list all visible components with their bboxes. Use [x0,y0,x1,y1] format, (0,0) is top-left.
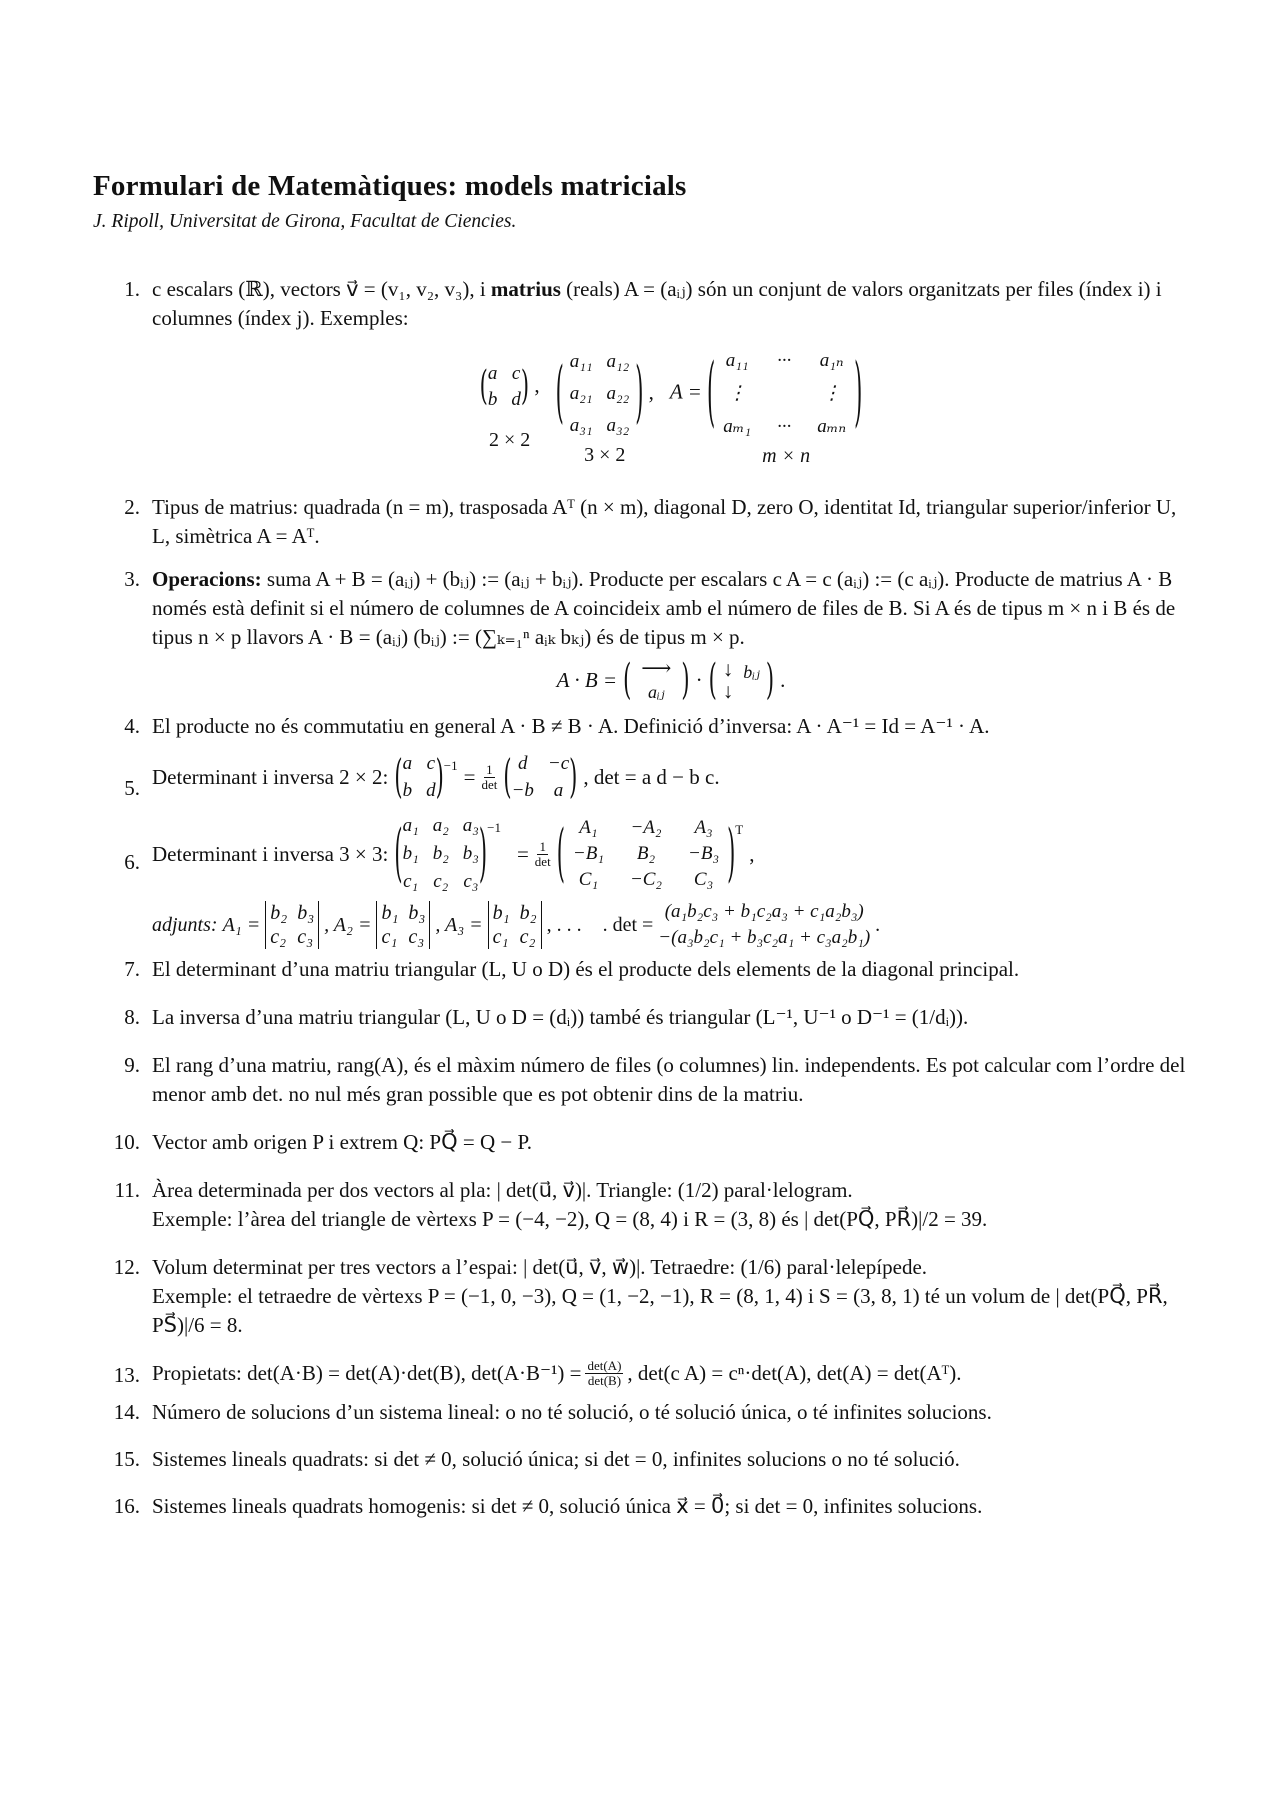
formula-list [93,275,1190,1521]
document-page [93,170,1190,1521]
list-item: 2. Tipus de matrius: quadrada (n = m), trasposada Aᵀ (n × m), diagonal D, zero O, identitat Id, triangular superior/inferior U, L, simètrica A = Aᵀ. [124,495,1177,548]
example-3x2: ( a₁₁ a₁₂ a₂₁ a₂₂ a₃₁ a₃₂ ) , 3 × 2 [555,350,654,466]
list-item: 7. El determinant d’una matriu triangular (L, U o D) és el producte dels elements de la diagonal principal. [124,957,1020,981]
author-line: J. Ripoll, Universitat de Girona, Facultat de Ciencies. [93,211,517,232]
list-item: 10. Vector amb origen P i extrem Q: PQ⃗ = Q − P. [113,1130,533,1154]
list-item: 3. Operacions: suma A + B = (aᵢⱼ) + (bᵢⱼ) := (aᵢⱼ + bᵢⱼ). Producte per escalars c A = c (aᵢⱼ) := (c aᵢⱼ). Producte de matrius A · B només està definit si el número de columnes de A coincideix amb el número de files de B. Si A és de tipus m × n i B és de tipus n × p llavors A · B = (aᵢⱼ) (bᵢⱼ) := (∑ₖ₌₁ⁿ aᵢₖ bₖⱼ) és de tipus m × p. A · B = ( ⟶ aᵢⱼ ) · ( ↓ ↓ bᵢⱼ ) . [93,565,1190,704]
list-item: 11. Àrea determinada per dos vectors al pla: | det(u⃗, v⃗)|. Triangle: (1/2) paral·lelogram. Exemple: l’àrea del triangle de vèrtexs P = (−4, −2), Q = (8, 4) i R = (3, 8) és | det(PQ⃗, PR⃗)|/2 = 39. [114,1178,988,1231]
example-2x2: ( a c b d ) , 2 × 2 [479,362,540,451]
list-item: 6. Determinant i inversa 3 × 3: ( a₁ a₂ a₃ b₁ b₂ b₃ c₁ c₂ c₃ ) $^{-1}$ = $\frac{1}{\det}$ ( A₁ −A₂ A₃ −B₁ B₂ −B₃ C₁ −C₂ C₃ ) $^T$ , adjunts: A₁ = b₂ b₃ c₂ c₃ , A₂ = b₁ b₃ c₁ c₃ , A₃ = b₁ b₂ c₁ c₂ , . . . . det = (a₁b₂c₃ + b₁c₂a₃ + c₁a₂b₃) −(a₃b₂c₁ + b₃c₂a₁ + c₃a₂b₁) . [93,813,1190,951]
list-item: 5. Determinant i inversa 2 × 2: ( a c b d ) $^{-1}$ = $\frac{1}{\det}$ ( d −c −b a ) , det = a d − b c. [124,749,720,803]
example-mxn: A = ( a₁₁ ··· a₁ₙ ⋮ ⋮ aₘ₁ ··· aₘₙ ) m × n [669,348,863,467]
matrix-examples [152,345,1190,471]
list-item: 9. El rang d’una matriu, rang(A), és el màxim número de files (o columnes) lin. independents. Es pot calcular com l’ordre del menor amb det. no nul més gran possible que es pot obtenir dins de la matriu. [124,1053,1186,1106]
list-item: 4. El producte no és commutatiu en general A · B ≠ B · A. Definició d’inversa: A · A⁻¹ = Id = A⁻¹ · A. [124,714,990,738]
product-diagram: A · B = ( ⟶ aᵢⱼ ) · ( ↓ ↓ bᵢⱼ ) . [556,655,786,703]
adjoints-row: adjunts: A₁ = b₂ b₃ c₂ c₃ , A₂ = b₁ b₃ c₁ c₃ , A₃ = b₁ b₂ c₁ c₂ , . . . . det = (a₁b₂c₃ + b₁c₂a₃ + c₁a₂b₃) −(a₃b₂c₁ + b₃c₂a₁ + c₃a₂b₁) . [152,901,881,948]
list-item: 14. Número de solucions d’un sistema lineal: o no té solució, o té solució única, o té infinites solucions. [113,1400,992,1424]
page-title: Formulari de Matemàtiques: models matricials [93,170,687,202]
list-item: 1. c escalars (ℝ), vectors v⃗ = (v₁, v₂, v₃), i matrius (reals) A = (aᵢⱼ) són un conjunt de valors organitzats per files (índex i) i columnes (índex j). Exemples: ( a c b d ) , 2 × 2 ( a₁₁ a₁₂ a₂₁ a₂₂ a₃₁ a₃₂ ) , 3 × 2 A = ( a₁₁ ··· a₁ₙ ⋮ ⋮ aₘ₁ ··· aₘₙ ) m × n [93,275,1190,471]
list-item: 13. Propietats: det(A·B) = det(A)·det(B), det(A·B⁻¹) = $\frac{\det(A)}{\det(B)}$ , det(c A) = cⁿ·det(A), det(A) = det(Aᵀ). [113,1358,962,1388]
list-item: 8. La inversa d’una matriu triangular (L, U o D = (dᵢ)) també és triangular (L⁻¹, U⁻¹ o D⁻¹ = (1/dᵢ)). [124,1005,969,1029]
list-item: 12. Volum determinat per tres vectors a l’espai: | det(u⃗, v⃗, w⃗)|. Tetraedre: (1/6) paral·lelepípede. Exemple: el tetraedre de vèrtexs P = (−1, 0, −3), Q = (1, −2, −1), R = (8, 1, 4) i S = (3, 8, 1) té un volum de | det(PQ⃗, PR⃗, PS⃗)|/6 = 8. [113,1255,1168,1337]
list-item: 16. Sistemes lineals quadrats homogenis: si det ≠ 0, solució única x⃗ = 0⃗; si det = 0, infinites solucions. [113,1494,983,1518]
list-item: 15. Sistemes lineals quadrats: si det ≠ 0, solució única; si det = 0, infinites solucions o no té solució. [113,1447,960,1471]
